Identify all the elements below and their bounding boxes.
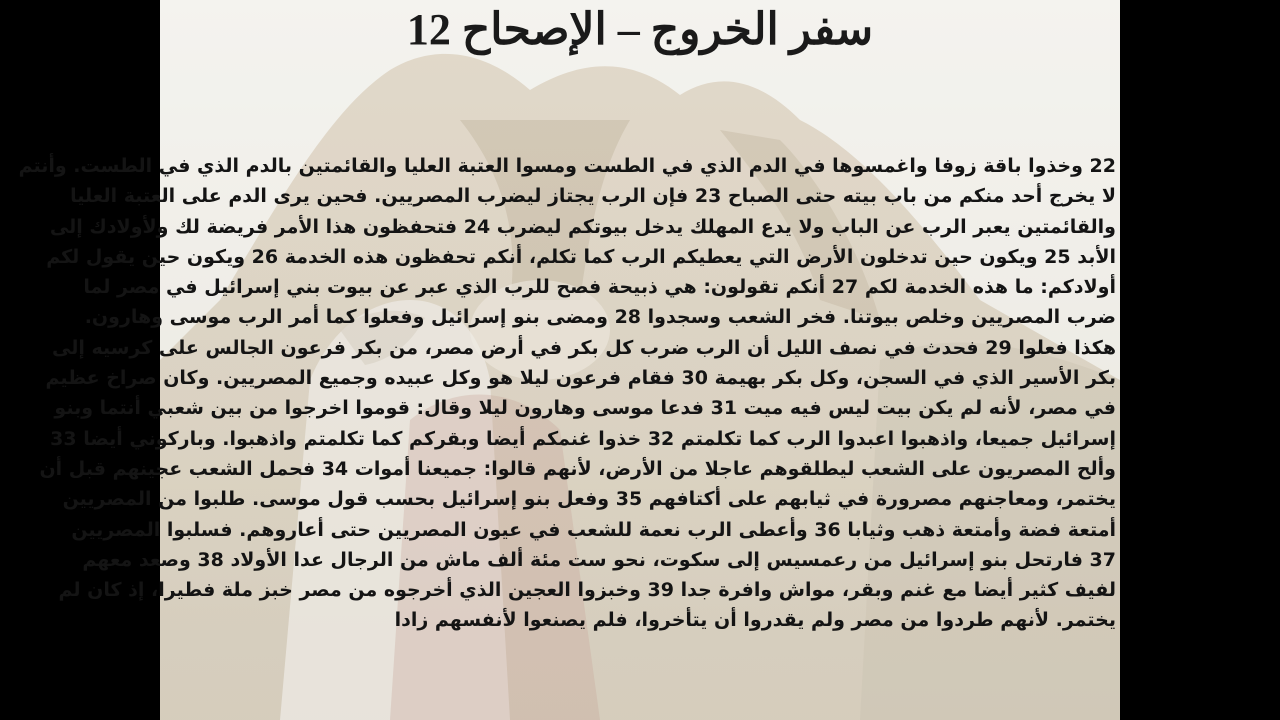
text-line: أمتعة فضة وأمتعة ذهب وثيابا 36 وأعطى الرب نعمة للشعب في عيون المصريين حتى أعاروهم. فسلبوا المصريين [71,518,1116,541]
text-line: يختمر، ومعاجنهم مصرورة في ثيابهم على أكتافهم 35 وفعل بنو إسرائيل بحسب قول موسى. طلبوا من المصريين [62,488,1116,511]
text-line: 37 فارتحل بنو إسرائيل من رعمسيس إلى سكوت، نحو ست مئة ألف ماش من الرجال عدا الأولاد 38 وصعد معهم [82,548,1116,571]
text-line: لا يخرج أحد منكم من باب بيته حتى الصباح 23 فإن الرب يجتاز ليضرب المصريين. فحين يرى الدم على العتبة العليا [70,185,1116,208]
slide-title: سفر الخروج – الإصحاح 12 [406,5,874,54]
scripture-text [18,151,1120,636]
text-line: يختمر. لأنهم طردوا من مصر ولم يقدروا أن يتأخروا، فلم يصنعوا لأنفسهم زادا [394,609,1116,632]
text-line: لفيف كثير أيضا مع غنم وبقر، مواش وافرة جدا 39 وخبزوا العجين الذي أخرجوه من مصر خبز ملة فطيرا، إذ كان لم [58,579,1116,602]
text-line: وألح المصريون على الشعب ليطلقوهم عاجلا من الأرض، لأنهم قالوا: جميعنا أموات 34 فحمل الشعب عجينهم قبل أن [39,457,1116,480]
text-line: بكر الأسير الذي في السجن، وكل بكر بهيمة 30 فقام فرعون ليلا هو وكل عبيده وجميع المصريين. وكان صراخ عظيم [45,367,1116,390]
text-line: ضرب المصريين وخلص بيوتنا. فخر الشعب وسجدوا 28 ومضى بنو إسرائيل وفعلوا كما أمر الرب موسى وهارون. [84,306,1116,329]
text-line: إسرائيل جميعا، واذهبوا اعبدوا الرب كما تكلمتم 32 خذوا غنمكم أيضا وبقركم كما تكلمتم واذهبوا. وباركوني أيضا 33 [50,427,1116,450]
text-line: في مصر، لأنه لم يكن بيت ليس فيه ميت 31 فدعا موسى وهارون ليلا وقال: قوموا اخرجوا من بين شعبي أنتما وبنو [54,397,1116,420]
letterbox-right [1120,0,1280,720]
text-line: الأبد 25 ويكون حين تدخلون الأرض التي يعطيكم الرب كما تكلم، أنكم تحفظون هذه الخدمة 26 ويكون حين يقول لكم [46,245,1116,268]
text-line: 22 وخذوا باقة زوفا واغمسوها في الدم الذي في الطست ومسوا العتبة العليا والقائمتين بالدم الذي في الطست. وأنتم [18,155,1116,177]
text-line: أولادكم: ما هذه الخدمة لكم 27 أنكم تقولون: هي ذبيحة فصح للرب الذي عبر عن بيوت بني إسرائيل في مصر لما [83,276,1116,299]
text-line: والقائمتين يعبر الرب عن الباب ولا يدع المهلك يدخل بيوتكم ليضرب 24 فتحفظون هذا الأمر فريضة لك ولأولادك إلى [49,215,1116,238]
slide [18,0,1120,720]
text-line: هكذا فعلوا 29 فحدث في نصف الليل أن الرب ضرب كل بكر في أرض مصر، من بكر فرعون الجالس على كرسيه إلى [51,336,1116,359]
